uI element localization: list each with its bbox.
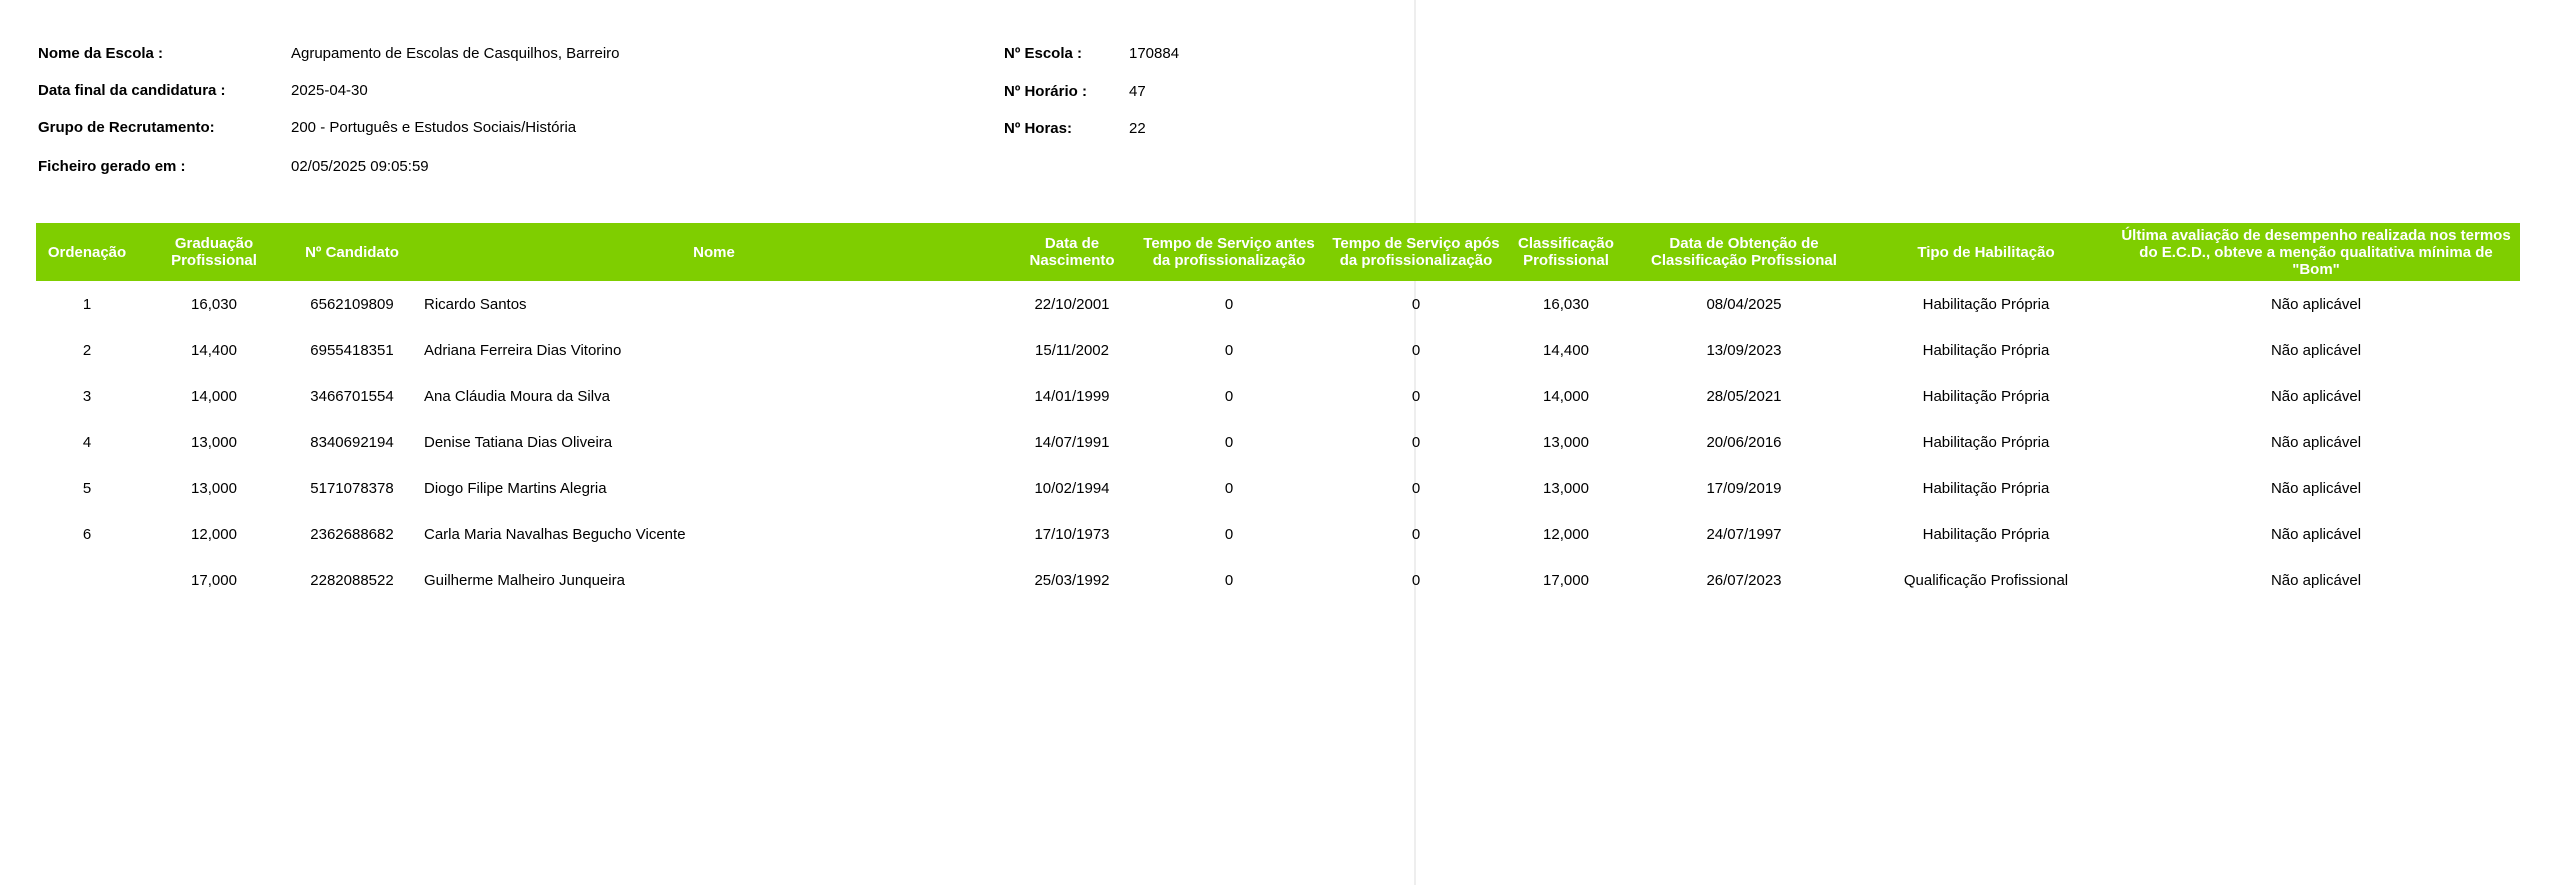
name-cell: Diogo Filipe Martins Alegria xyxy=(424,479,607,497)
birth-date-cell: 14/07/1991 xyxy=(1034,433,1110,451)
qualification-type-cell: Qualificação Profissional xyxy=(1903,571,2069,589)
table-row xyxy=(36,373,2520,419)
evaluation-cell: Não aplicável xyxy=(2270,525,2362,543)
schedule-number-label: Nº Horário : xyxy=(1004,83,1087,100)
service-before-cell: 0 xyxy=(1224,571,1234,589)
school-number-value: 170884 xyxy=(1129,45,1180,62)
graduation-cell: 13,000 xyxy=(191,433,237,451)
ordering-cell: 6 xyxy=(82,525,92,543)
service-after-cell: 0 xyxy=(1411,571,1421,589)
ordering-cell: 4 xyxy=(82,433,92,451)
evaluation-cell: Não aplicável xyxy=(2270,341,2362,359)
candidate-number-cell: 2362688682 xyxy=(310,525,394,543)
qualification-type-cell: Habilitação Própria xyxy=(1922,433,2050,451)
qualification-type-cell: Habilitação Própria xyxy=(1922,341,2050,359)
graduation-cell: 12,000 xyxy=(191,525,237,543)
school-number-label: Nº Escola : xyxy=(1004,45,1083,62)
classification-cell: 16,030 xyxy=(1543,295,1589,313)
hours-value: 22 xyxy=(1129,120,1146,137)
evaluation-cell: Não aplicável xyxy=(2270,571,2362,589)
column-header-professional-classification: Classificação Profissional xyxy=(1518,235,1614,269)
name-cell: Guilherme Malheiro Junqueira xyxy=(424,571,625,589)
birth-date-cell: 15/11/2002 xyxy=(1035,341,1109,359)
schedule-number-value: 47 xyxy=(1129,83,1146,100)
graduation-cell: 14,000 xyxy=(191,387,237,405)
column-header-ordering: Ordenação xyxy=(47,243,127,261)
classification-date-cell: 13/09/2023 xyxy=(1706,341,1782,359)
candidates-table xyxy=(36,223,2520,603)
table-row xyxy=(36,419,2520,465)
classification-cell: 12,000 xyxy=(1543,525,1589,543)
classification-cell: 14,000 xyxy=(1543,387,1589,405)
ordering-cell: 2 xyxy=(82,341,92,359)
table-header-row xyxy=(36,223,2520,281)
qualification-type-cell: Habilitação Própria xyxy=(1922,387,2050,405)
ordering-cell: 5 xyxy=(82,479,92,497)
name-cell: Adriana Ferreira Dias Vitorino xyxy=(424,341,622,359)
classification-date-cell: 26/07/2023 xyxy=(1706,571,1782,589)
service-after-cell: 0 xyxy=(1411,433,1421,451)
name-cell: Ricardo Santos xyxy=(424,295,527,313)
school-name-value: Agrupamento de Escolas de Casquilhos, Barreiro xyxy=(291,45,620,62)
candidate-number-cell: 3466701554 xyxy=(310,387,394,405)
recruitment-group-label: Grupo de Recrutamento: xyxy=(38,119,215,136)
evaluation-cell: Não aplicável xyxy=(2270,387,2362,405)
classification-cell: 13,000 xyxy=(1543,479,1589,497)
graduation-cell: 16,030 xyxy=(191,295,237,313)
generated-at-value: 02/05/2025 09:05:59 xyxy=(291,158,429,175)
service-before-cell: 0 xyxy=(1224,387,1234,405)
table-row xyxy=(36,327,2520,373)
service-after-cell: 0 xyxy=(1411,479,1421,497)
service-before-cell: 0 xyxy=(1224,295,1234,313)
classification-cell: 17,000 xyxy=(1543,571,1589,589)
column-header-birth-date: Data de Nascimento xyxy=(1029,235,1115,269)
table-row xyxy=(36,511,2520,557)
name-cell: Ana Cláudia Moura da Silva xyxy=(424,387,610,405)
classification-date-cell: 17/09/2019 xyxy=(1706,479,1782,497)
deadline-value: 2025-04-30 xyxy=(291,82,368,99)
ordering-cell: 3 xyxy=(82,387,92,405)
qualification-type-cell: Habilitação Própria xyxy=(1922,479,2050,497)
classification-cell: 14,400 xyxy=(1543,341,1589,359)
graduation-cell: 17,000 xyxy=(191,571,237,589)
hours-label: Nº Horas: xyxy=(1004,120,1072,137)
column-header-performance-evaluation: Última avaliação de desempenho realizada nos termos do E.C.D., obteve a menção qualitativa mínima de "Bom" xyxy=(2121,226,2511,278)
qualification-type-cell: Habilitação Própria xyxy=(1922,525,2050,543)
ordering-cell xyxy=(36,557,138,603)
ordering-cell: 1 xyxy=(82,295,92,313)
evaluation-cell: Não aplicável xyxy=(2270,479,2362,497)
candidate-number-cell: 6562109809 xyxy=(310,295,394,313)
service-after-cell: 0 xyxy=(1411,525,1421,543)
graduation-cell: 14,400 xyxy=(191,341,237,359)
classification-date-cell: 20/06/2016 xyxy=(1706,433,1782,451)
birth-date-cell: 10/02/1994 xyxy=(1034,479,1110,497)
table-row xyxy=(36,465,2520,511)
recruitment-group-value: 200 - Português e Estudos Sociais/História xyxy=(291,119,577,136)
birth-date-cell: 17/10/1973 xyxy=(1034,525,1110,543)
service-before-cell: 0 xyxy=(1224,525,1234,543)
service-before-cell: 0 xyxy=(1224,479,1234,497)
column-header-qualification-type: Tipo de Habilitação xyxy=(1917,243,2055,261)
column-header-name: Nome xyxy=(693,243,735,261)
name-cell: Carla Maria Navalhas Begucho Vicente xyxy=(424,525,686,543)
column-header-classification-date: Data de Obtenção de Classificação Profissional xyxy=(1651,235,1837,269)
table-row xyxy=(36,557,2520,603)
evaluation-cell: Não aplicável xyxy=(2270,295,2362,313)
name-cell: Denise Tatiana Dias Oliveira xyxy=(424,433,613,451)
candidate-number-cell: 6955418351 xyxy=(310,341,394,359)
evaluation-cell: Não aplicável xyxy=(2270,433,2362,451)
service-after-cell: 0 xyxy=(1411,387,1421,405)
column-header-service-after: Tempo de Serviço após da profissionalização xyxy=(1332,235,1500,269)
birth-date-cell: 14/01/1999 xyxy=(1034,387,1110,405)
candidate-number-cell: 2282088522 xyxy=(310,571,394,589)
generated-at-label: Ficheiro gerado em : xyxy=(38,158,186,175)
column-header-service-before: Tempo de Serviço antes da profissionalização xyxy=(1143,235,1315,269)
service-before-cell: 0 xyxy=(1224,341,1234,359)
table-row xyxy=(36,281,2520,327)
birth-date-cell: 25/03/1992 xyxy=(1034,571,1110,589)
service-after-cell: 0 xyxy=(1411,295,1421,313)
classification-date-cell: 24/07/1997 xyxy=(1706,525,1782,543)
service-before-cell: 0 xyxy=(1224,433,1234,451)
deadline-label: Data final da candidatura : xyxy=(38,82,226,99)
qualification-type-cell: Habilitação Própria xyxy=(1922,295,2050,313)
birth-date-cell: 22/10/2001 xyxy=(1034,295,1110,313)
candidate-number-cell: 8340692194 xyxy=(310,433,394,451)
graduation-cell: 13,000 xyxy=(191,479,237,497)
candidate-number-cell: 5171078378 xyxy=(310,479,394,497)
classification-cell: 13,000 xyxy=(1543,433,1589,451)
classification-date-cell: 08/04/2025 xyxy=(1706,295,1782,313)
column-header-professional-graduation: Graduação Profissional xyxy=(171,235,257,269)
column-header-candidate-number: Nº Candidato xyxy=(305,243,399,261)
service-after-cell: 0 xyxy=(1411,341,1421,359)
school-name-label: Nome da Escola : xyxy=(38,45,164,62)
classification-date-cell: 28/05/2021 xyxy=(1706,387,1782,405)
